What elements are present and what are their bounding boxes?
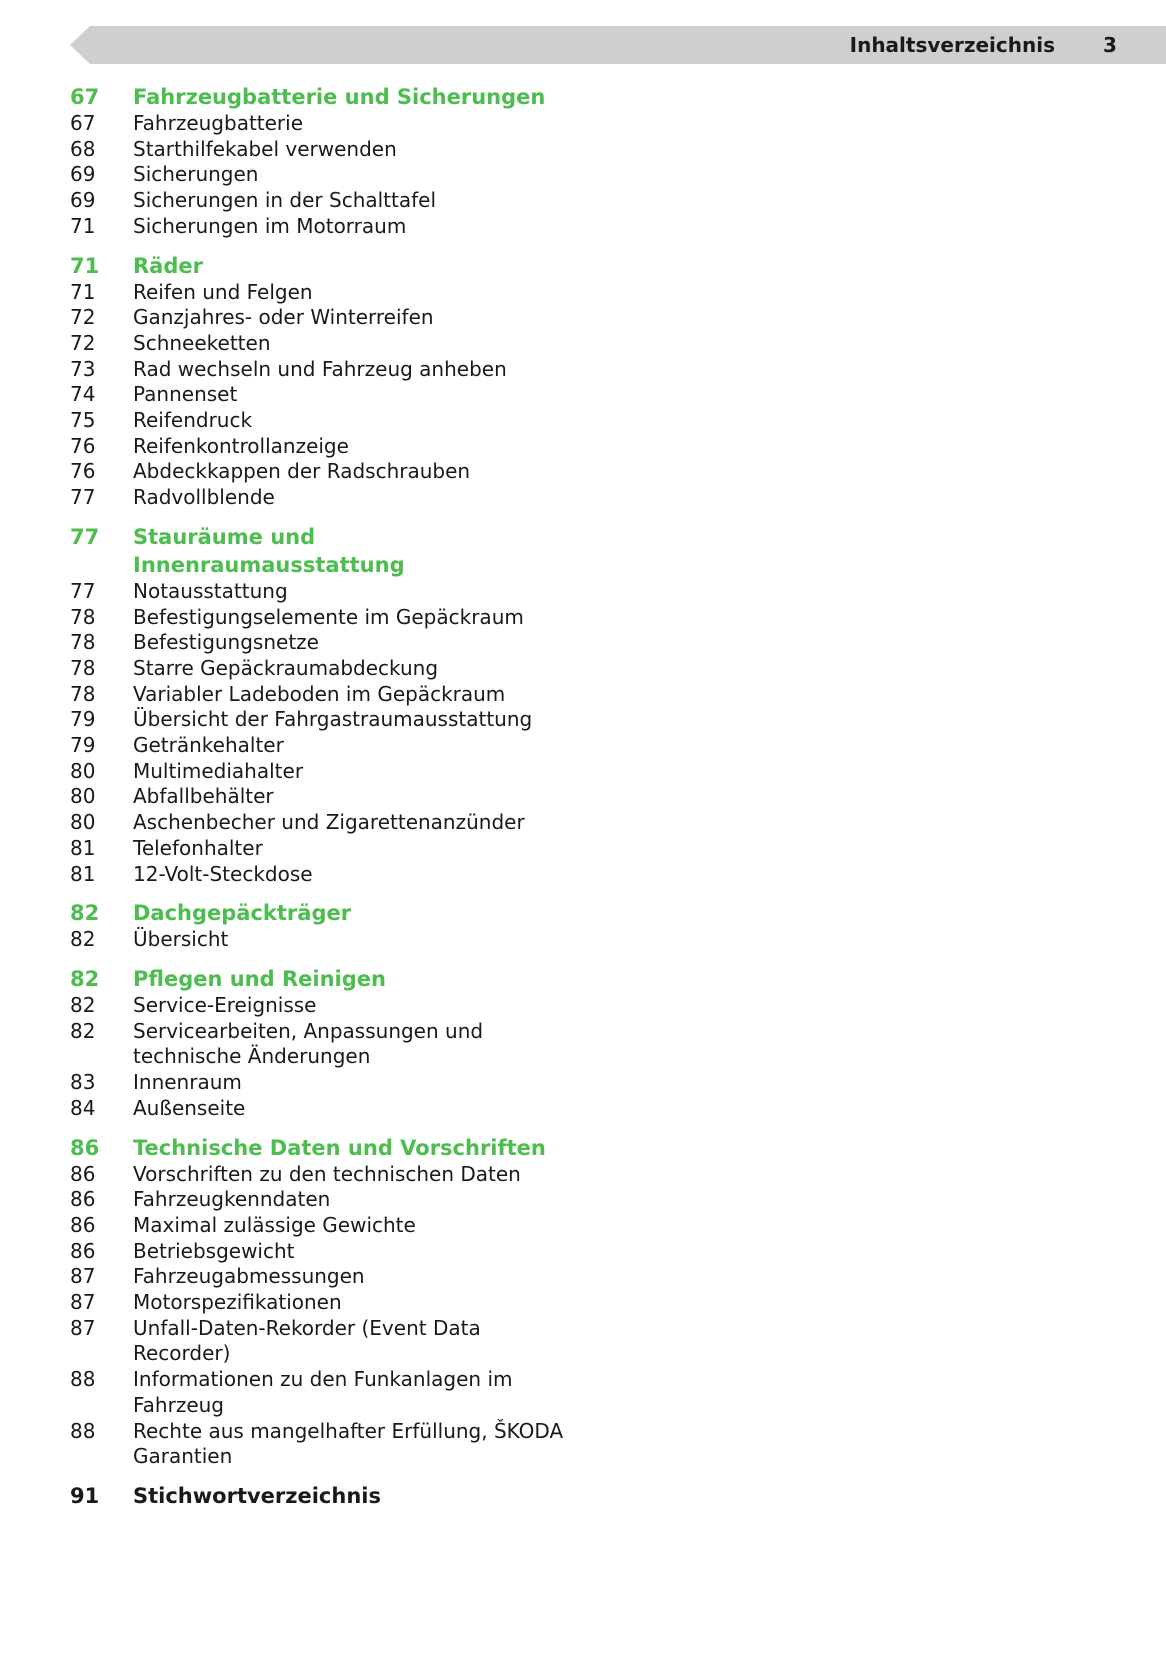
toc-section-heading[interactable] [70, 1482, 690, 1510]
entry-page-number: 71 [70, 279, 96, 304]
entry-page-number: 86 [70, 1161, 96, 1186]
entry-page-number: 69 [70, 162, 96, 187]
toc-entry[interactable] [70, 408, 690, 434]
toc-entry[interactable] [70, 459, 690, 485]
entry-page-number: 87 [70, 1315, 96, 1340]
entry-page-number: 82 [70, 927, 96, 952]
toc-section-heading[interactable] [70, 523, 690, 579]
toc-section-heading[interactable] [70, 1134, 690, 1162]
entry-page-number: 82 [70, 1018, 96, 1043]
entry-page-number: 78 [70, 630, 96, 655]
entry-page-number: 88 [70, 1418, 96, 1443]
entry-page-number: 81 [70, 835, 96, 860]
toc-section [70, 1482, 690, 1510]
section-page-number: 71 [70, 253, 100, 278]
entry-page-number: 87 [70, 1264, 96, 1289]
toc-entry[interactable] [70, 162, 690, 188]
toc-entry[interactable] [70, 707, 690, 733]
toc-entry[interactable] [70, 759, 690, 785]
entry-title: Reifen und Felgen [133, 279, 313, 304]
section-title: Pflegen und Reinigen [133, 966, 386, 991]
entry-page-number: 88 [70, 1367, 96, 1392]
entry-title: Starthilfekabel verwenden [133, 136, 397, 161]
entry-title: Radvollblende [133, 485, 275, 510]
toc-entry[interactable] [70, 579, 690, 605]
toc-entry[interactable] [70, 1419, 690, 1470]
entry-page-number: 76 [70, 433, 96, 458]
entry-title: Unfall-Daten-Rekorder (Event Data Recorder) [133, 1315, 481, 1366]
entry-title: Fahrzeugbatterie [133, 111, 304, 135]
entry-page-number: 79 [70, 733, 96, 758]
section-page-number: 82 [70, 901, 100, 926]
entry-page-number: 78 [70, 655, 96, 680]
entry-page-number: 67 [70, 111, 96, 135]
toc-entry[interactable] [70, 1187, 690, 1213]
section-title: Technische Daten und Vorschriften [133, 1135, 546, 1160]
entry-page-number: 79 [70, 707, 96, 732]
toc-entry[interactable] [70, 1290, 690, 1316]
toc-entry[interactable] [70, 682, 690, 708]
toc-entry[interactable] [70, 630, 690, 656]
toc-section [70, 899, 690, 953]
toc-entry[interactable] [70, 111, 690, 137]
toc-entry[interactable] [70, 733, 690, 759]
entry-title: Maximal zulässige Gewichte [133, 1212, 416, 1237]
entry-title: Aschenbecher und Zigarettenanzünder [133, 810, 525, 835]
entry-title: Befestigungsnetze [133, 630, 319, 655]
entry-title: Pannenset [133, 382, 238, 407]
entry-title: Motorspezifikationen [133, 1290, 342, 1315]
entry-title: Sicherungen [133, 162, 259, 187]
toc-entry[interactable] [70, 305, 690, 331]
toc-entry[interactable] [70, 214, 690, 240]
toc-section [70, 83, 690, 240]
entry-title: Fahrzeugkenndaten [133, 1187, 331, 1212]
toc-entry[interactable] [70, 1019, 690, 1070]
entry-page-number: 77 [70, 578, 96, 603]
toc-entry[interactable] [70, 1316, 690, 1367]
section-page-number: 86 [70, 1135, 100, 1160]
toc-entry[interactable] [70, 656, 690, 682]
entry-title: 12-Volt-Steckdose [133, 861, 313, 886]
toc-entry[interactable] [70, 137, 690, 163]
toc-entry[interactable] [70, 382, 690, 408]
entry-page-number: 74 [70, 382, 96, 407]
toc-entry[interactable] [70, 1213, 690, 1239]
toc-entry[interactable] [70, 1239, 690, 1265]
toc-entry[interactable] [70, 280, 690, 306]
entry-page-number: 76 [70, 459, 96, 484]
section-page-number: 67 [70, 85, 100, 109]
entry-page-number: 86 [70, 1212, 96, 1237]
entry-page-number: 84 [70, 1095, 96, 1120]
toc-entry[interactable] [70, 1367, 690, 1418]
entry-page-number: 75 [70, 408, 96, 433]
entry-title: Schneeketten [133, 330, 271, 355]
section-title: Räder [133, 253, 203, 278]
entry-title: Fahrzeugabmessungen [133, 1264, 365, 1289]
section-page-number: 91 [70, 1483, 100, 1508]
entry-title: Getränkehalter [133, 733, 284, 758]
entry-page-number: 72 [70, 330, 96, 355]
entry-title: Sicherungen in der Schalttafel [133, 188, 437, 213]
entry-title: Multimediahalter [133, 758, 304, 783]
entry-page-number: 81 [70, 861, 96, 886]
toc-section-heading[interactable] [70, 899, 690, 927]
toc-entry[interactable] [70, 1096, 690, 1122]
toc-entry[interactable] [70, 1162, 690, 1188]
toc-entry[interactable] [70, 862, 690, 888]
toc-entry[interactable] [70, 836, 690, 862]
entry-page-number: 68 [70, 136, 96, 161]
toc-entry[interactable] [70, 357, 690, 383]
entry-page-number: 77 [70, 485, 96, 510]
entry-title: Telefonhalter [133, 835, 263, 860]
entry-title: Starre Gepäckraumabdeckung [133, 655, 439, 680]
entry-title: Sicherungen im Motorraum [133, 213, 407, 238]
entry-title: Notausstattung [133, 578, 288, 603]
entry-page-number: 71 [70, 213, 96, 238]
toc-entry[interactable] [70, 810, 690, 836]
entry-page-number: 69 [70, 188, 96, 213]
section-page-number: 82 [70, 966, 100, 991]
entry-page-number: 86 [70, 1187, 96, 1212]
toc-section-heading[interactable] [70, 83, 690, 111]
entry-page-number: 87 [70, 1290, 96, 1315]
toc-entry[interactable] [70, 993, 690, 1019]
entry-page-number: 82 [70, 992, 96, 1017]
entry-page-number: 72 [70, 305, 96, 330]
entry-title: Service-Ereignisse [133, 992, 317, 1017]
entry-title: Rechte aus mangelhafter Erfüllung, ŠKODA Garantien [133, 1418, 564, 1469]
entry-title: Ganzjahres- oder Winterreifen [133, 305, 434, 330]
section-title: Dachgepäckträger [133, 901, 352, 926]
entry-page-number: 80 [70, 784, 96, 809]
section-title: Stauräume und Innenraumausstattung [133, 524, 405, 577]
toc-entry[interactable] [70, 434, 690, 460]
entry-title: Informationen zu den Funkanlagen im Fahrzeug [133, 1367, 513, 1417]
header-title: Inhaltsverzeichnis [849, 33, 1055, 57]
toc-section [70, 965, 690, 1122]
toc-entry[interactable] [70, 188, 690, 214]
toc-section [70, 1134, 690, 1470]
entry-title: Innenraum [133, 1070, 242, 1095]
entry-title: Rad wechseln und Fahrzeug anheben [133, 356, 507, 381]
entry-title: Servicearbeiten, Anpassungen und technische Änderungen [133, 1018, 484, 1069]
entry-page-number: 86 [70, 1238, 96, 1263]
entry-title: Abdeckkappen der Radschrauben [133, 459, 471, 484]
toc-section [70, 252, 690, 511]
toc-entry[interactable] [70, 1264, 690, 1290]
entry-title: Reifenkontrollanzeige [133, 433, 349, 458]
entry-title: Abfallbehälter [133, 784, 274, 809]
entry-page-number: 78 [70, 681, 96, 706]
entry-title: Übersicht der Fahrgastraumausstattung [133, 707, 533, 732]
toc-entry[interactable] [70, 1070, 690, 1096]
toc-section [70, 523, 690, 887]
entry-title: Befestigungselemente im Gepäckraum [133, 604, 524, 629]
entry-page-number: 73 [70, 356, 96, 381]
header-page-number: 3 [1103, 33, 1117, 57]
section-page-number: 77 [70, 524, 100, 549]
entry-page-number: 80 [70, 810, 96, 835]
toc-entry[interactable] [70, 784, 690, 810]
toc-entry[interactable] [70, 485, 690, 511]
section-title: Fahrzeugbatterie und Sicherungen [133, 85, 546, 109]
entry-page-number: 78 [70, 604, 96, 629]
toc-section-heading[interactable] [70, 965, 690, 993]
entry-title: Variabler Ladeboden im Gepäckraum [133, 681, 506, 706]
toc-section-heading[interactable] [70, 252, 690, 280]
entry-title: Außenseite [133, 1095, 246, 1120]
section-title: Stichwortverzeichnis [133, 1483, 381, 1508]
toc-entry[interactable] [70, 331, 690, 357]
table-of-contents [70, 83, 690, 1522]
toc-entry[interactable] [70, 605, 690, 631]
entry-title: Vorschriften zu den technischen Daten [133, 1161, 521, 1186]
entry-title: Reifendruck [133, 408, 253, 433]
entry-title: Betriebsgewicht [133, 1238, 295, 1263]
entry-page-number: 83 [70, 1070, 96, 1095]
entry-title: Übersicht [133, 927, 229, 952]
toc-entry[interactable] [70, 927, 690, 953]
entry-page-number: 80 [70, 758, 96, 783]
